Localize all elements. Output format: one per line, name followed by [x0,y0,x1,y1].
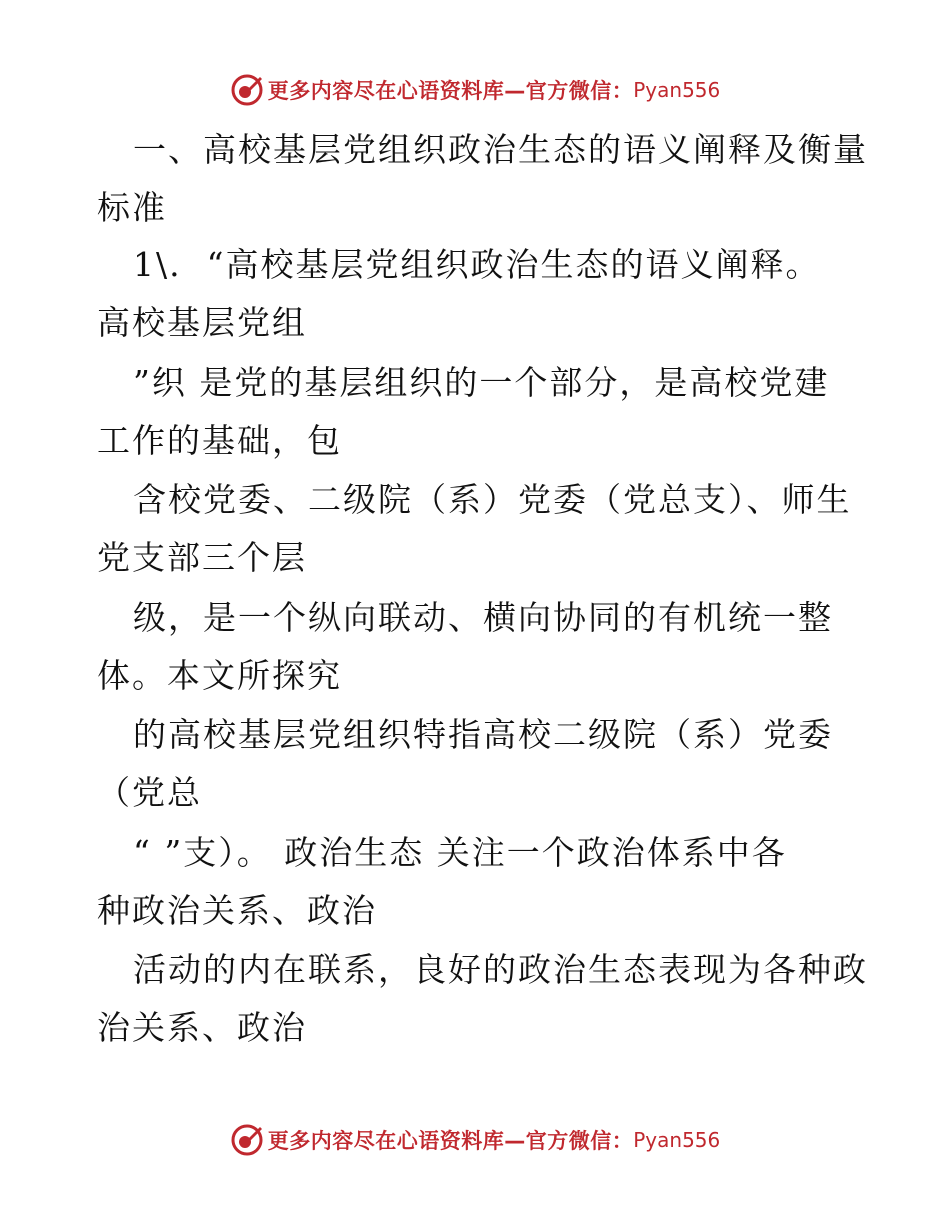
body-line: 含校党委、二级院（系）党委（党总支）、师生 [133,480,852,519]
body-line: 体。本文所探究 [97,656,342,695]
body-line: ”织 是党的基层组织的一个部分，是高校党建 [133,363,830,402]
footer-watermark-banner [0,1120,950,1160]
banner-text: 更多内容尽在心语资料库—官方微信： [267,1129,634,1153]
body-line: “ ”支）。 政治生态 关注一个政治体系中各 [133,833,787,872]
pen-logo-icon [230,1123,264,1157]
body-line: 活动的内在联系，良好的政治生态表现为各种政 [133,950,868,989]
body-line: 种政治关系、政治 [97,891,377,930]
header-watermark-banner [0,70,950,110]
banner-text: 更多内容尽在心语资料库—官方微信： [267,79,634,103]
body-line: 1\. “高校基层党组织政治生态的语义阐释。 [133,245,821,284]
body-line: 党支部三个层 [97,538,307,577]
banner-wechat-id: Pyan556 [633,78,721,102]
body-line: 高校基层党组 [97,303,307,342]
body-line: 一、高校基层党组织政治生态的语义阐释及衡量 [133,130,868,169]
body-line: 工作的基础，包 [97,421,342,460]
body-line: （党总 [97,773,202,812]
banner-wechat-id: Pyan556 [633,1128,721,1152]
body-line: 的高校基层党组织特指高校二级院（系）党委 [133,715,833,754]
body-line: 标准 [97,188,167,227]
body-line: 级，是一个纵向联动、横向协同的有机统一整 [133,598,833,637]
pen-logo-icon [230,73,264,107]
body-line: 治关系、政治 [97,1008,307,1047]
